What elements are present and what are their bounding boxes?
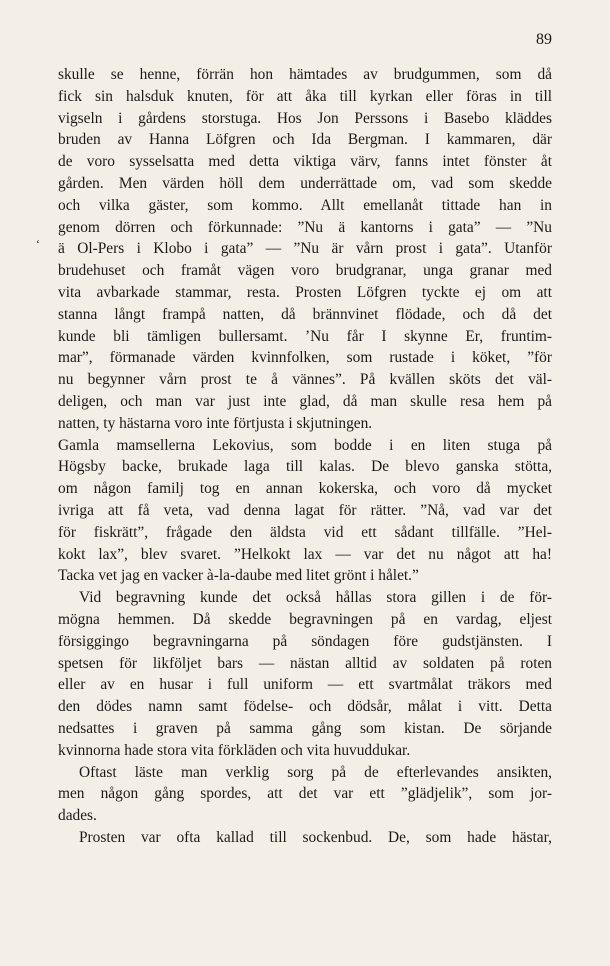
text-line: kvinnorna hade stora vita förkläden och vita huvuddukar. xyxy=(58,741,411,759)
text-line: Vid begravning kunde det också hållas stora gillen i de för- xyxy=(79,589,552,607)
text-line: nedsattes i graven på samma gång som kistan. De sörjande xyxy=(58,719,552,737)
text-line: vigseln i gårdens storstuga. Hos Jon Perssons i Basebo kläddes xyxy=(58,109,552,127)
text-line: deligen, och man var just inte glad, då man skulle resa hem på xyxy=(58,392,552,410)
text-line: men någon gång spordes, att det var ett ”glädjelik”, som jor- xyxy=(58,785,552,803)
text-line: för fiskrätt”, frågade den äldsta vid ett sådant tillfälle. ”Hel- xyxy=(58,523,552,541)
text-line: stanna långt frampå natten, då brännvinet flödade, och då det xyxy=(58,305,552,323)
text-line: dades. xyxy=(58,807,97,825)
body-text xyxy=(58,64,552,849)
text-line: bruden av Hanna Löfgren och Ida Bergman. I kammaren, där xyxy=(58,131,552,149)
text-line: brudehuset och framåt vägen voro brudgranar, unga granar med xyxy=(58,262,552,280)
text-line: ivriga att få veta, vad denna lagat för rätter. ”Nå, vad var det xyxy=(58,501,552,519)
text-line: mar”, förmanade värden kvinnfolken, som rustade i köket, ”för xyxy=(58,349,552,367)
text-line: den dödes namn samt födelse- och dödsår, målat i vitt. Detta xyxy=(58,698,552,716)
text-line: Prosten var ofta kallad till sockenbud. De, som hade hästar, xyxy=(79,828,552,846)
text-line: gården. Men värden höll dem underrättade om, vad som skedde xyxy=(58,174,552,192)
page-number: 89 xyxy=(536,31,552,48)
text-line: de voro sysselsatta med detta viktiga värv, fanns intet fönster åt xyxy=(58,153,552,171)
text-line: om någon familj tog en annan kokerska, och voro då mycket xyxy=(58,480,552,498)
text-line: nu begynner vårn prost te å vännes”. På kvällen sköts det väl- xyxy=(58,371,552,389)
text-line: Oftast läste man verklig sorg på de efterlevandes ansikten, xyxy=(79,763,552,781)
text-line: fick sin halsduk knuten, för att åka till kyrkan eller föras in till xyxy=(58,87,552,105)
text-line: mögna hemmen. Då skedde begravningen på en vardag, eljest xyxy=(58,610,552,628)
text-line: kunde bli tämligen bullersamt. ’Nu får I skynne Er, fruntim- xyxy=(58,327,552,345)
text-line: kokt lax”, blev svaret. ”Helkokt lax — var det nu något att ha! xyxy=(58,545,552,563)
text-line: genom dörren och förkunnade: ”Nu ä kantorns i gata” — ”Nu xyxy=(58,218,552,236)
text-line: spetsen för likföljet bars — nästan alltid av soldaten på roten xyxy=(58,654,552,672)
text-line: försiggingo begravningarna på söndagen före gudstjänsten. I xyxy=(58,632,552,650)
text-line: ä Ol-Pers i Klobo i gata” — ”Nu är vårn prost i gata”. Utanför xyxy=(58,240,552,258)
text-line: Tacka vet jag en vacker à-la-daube med litet grönt i hålet.” xyxy=(58,567,419,585)
text-line: skulle se henne, förrän hon hämtades av brudgummen, som då xyxy=(58,66,552,83)
text-line: eller av en husar i full uniform — ett svartmålat träkors med xyxy=(58,676,552,694)
text-line: Gamla mamsellerna Lekovius, som bodde i en liten stuga på xyxy=(58,436,552,454)
margin-mark: ʻ xyxy=(36,237,40,251)
text-line: och vilka gäster, som kommo. Allt emellanåt tittade han in xyxy=(58,196,552,214)
text-line: vita avbarkade stammar, resta. Prosten Löfgren tyckte ej om att xyxy=(58,283,552,301)
text-line: Högsby backe, brukade laga till kalas. De blevo ganska stötta, xyxy=(58,458,552,476)
text-line: natten, ty hästarna voro inte förtjusta i skjutningen. xyxy=(58,414,373,432)
